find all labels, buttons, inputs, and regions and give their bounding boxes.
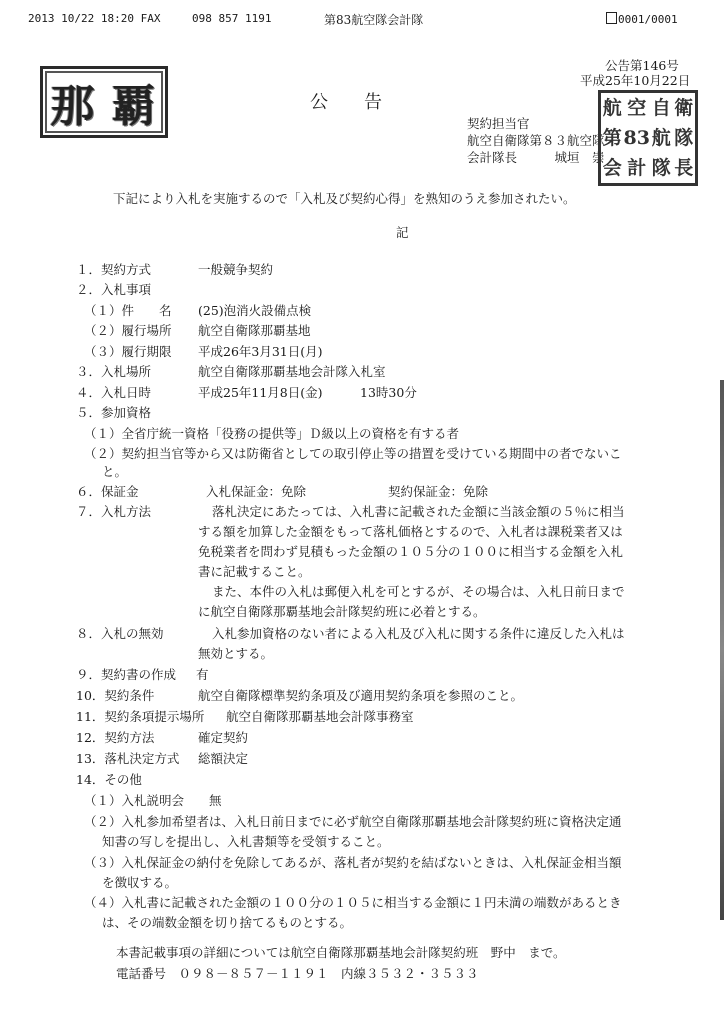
item-label: ５．参加資格 <box>76 405 152 420</box>
qualification-1: （１）全省庁統一資格「役務の提供等」Ｄ級以上の資格を有する者 <box>84 426 460 441</box>
item-value: 平成26年3月31日(月) <box>198 344 323 359</box>
method-label: ７．入札方法 <box>76 504 152 519</box>
item-label: 11．契約条項提示場所 <box>76 709 205 724</box>
intro-text: 下記により入札を実施するので「入札及び契約心得」を熟知のうえ参加されたい。 <box>113 191 576 206</box>
stamp-char: 覇 <box>111 81 158 132</box>
issuer-role: 契約担当官 <box>467 116 530 131</box>
other-4-cont: は、その端数金額を切り捨てるものとする。 <box>102 915 353 930</box>
other-3-cont: を徴収する。 <box>102 875 178 890</box>
item-value: 航空自衛隊那覇基地 <box>198 323 311 338</box>
issuer-name: 会計隊長 城垣 崇 <box>467 150 605 165</box>
contract-deposit: 契約保証金：免除 <box>388 484 489 499</box>
qualification-2: （２）契約担当官等から又は防衛省としての取引停止等の措置を受けている期間中の者でないこ <box>84 446 622 461</box>
deposit-label: ６．保証金 <box>76 484 139 499</box>
method-line: 書に記載すること。 <box>198 564 311 579</box>
other-1: （１）入札説明会 無 <box>84 793 222 808</box>
notice-number: 公告第146号 <box>605 58 679 73</box>
item-label: ２．入札事項 <box>76 282 152 297</box>
contact-line-1: 本書記載事項の詳細については航空自衛隊那覇基地会計隊契約班 野中 まで。 <box>116 945 566 960</box>
contact-phone: 電話番号 ０９８－８５７－１１９１ 内線３５３２・３５３３ <box>116 966 479 981</box>
item-value: 有 <box>196 667 209 682</box>
item-value: 平成25年11月8日(金) 13時30分 <box>198 385 417 400</box>
page-icon <box>606 12 617 24</box>
item-value: 航空自衛隊那覇基地会計隊事務室 <box>226 709 414 724</box>
item-label: 13．落札決定方式 <box>76 751 180 766</box>
item-label: （１）件 名 <box>84 303 172 318</box>
invalid-line-2: 無効とする。 <box>198 646 274 661</box>
item-label: ４．入札日時 <box>76 385 152 400</box>
item-value: 航空自衛隊那覇基地会計隊入札室 <box>198 364 386 379</box>
other-3: （３）入札保証金の納付を免除してあるが、落札者が契約を結ばないときは、入札保証金相当額 <box>84 855 622 870</box>
issuer-org: 航空自衛隊第８３航空隊 <box>467 133 605 148</box>
other-2-cont: 知書の写しを提出し、入札書類等を受領すること。 <box>102 834 390 849</box>
item-label: 10．契約条件 <box>76 688 155 703</box>
item-value: 一般競争契約 <box>198 262 274 277</box>
item-label: （２）履行場所 <box>84 323 172 338</box>
invalid-label: ８．入札の無効 <box>76 626 164 641</box>
method-line: に航空自衛隊那覇基地会計隊契約班に必着とする。 <box>198 604 486 619</box>
other-2: （２）入札参加希望者は、入札日前日までに必ず航空自衛隊那覇基地会計隊契約班に資格決定通 <box>84 814 622 829</box>
item-label: ９．契約書の作成 <box>76 667 177 682</box>
item-label: 12．契約方法 <box>76 730 155 745</box>
notice-date: 平成25年10月22日 <box>580 73 691 88</box>
item-label: ３．入札場所 <box>76 364 152 379</box>
page-title: 公 告 <box>310 92 382 113</box>
qualification-2-cont: と。 <box>102 464 128 479</box>
item-value: (25)泡消火設備点検 <box>198 303 312 318</box>
item-value: 総額決定 <box>198 751 249 766</box>
other-4: （４）入札書に記載された金額の１００分の１０５に相当する金額に１円未満の端数があるとき <box>84 895 622 910</box>
stamp-char: 那 <box>50 81 97 132</box>
invalid-line-1: 入札参加資格のない者による入札及び入札に関する条件に違反した入札は <box>212 626 625 641</box>
method-line: また、本件の入札は郵便入札を可とするが、その場合は、入札日前日まで <box>212 584 625 599</box>
method-line: する額を加算した金額をもって落札価格とするので、入札者は課税業者又は <box>198 524 623 539</box>
ki-heading: 記 <box>396 225 409 240</box>
item-label: 14．その他 <box>76 772 142 787</box>
fax-sender: 第83航空隊会計隊 <box>324 13 424 27</box>
fax-timestamp: 2013 10/22 18:20 FAX <box>28 12 161 25</box>
bid-deposit: 入札保証金：免除 <box>206 484 307 499</box>
item-label: （３）履行期限 <box>84 344 172 359</box>
method-line: 落札決定にあたっては、入札書に記載された金額に当該金額の５％に相当 <box>212 504 625 519</box>
item-value: 確定契約 <box>198 730 249 745</box>
fax-page-indicator: 0001/0001 <box>606 12 678 26</box>
official-seal: 航 空 自 衛 第 83 航 隊 会 計 隊 長 <box>598 90 698 186</box>
fax-number: 098 857 1191 <box>192 12 272 25</box>
scan-edge-shadow <box>720 380 724 920</box>
naha-stamp-logo <box>40 66 168 138</box>
item-value: 航空自衛隊標準契約条項及び適用契約条項を参照のこと。 <box>198 688 524 703</box>
method-line: 免税業者を問わず見積もった金額の１０５分の１００に相当する金額を入札 <box>198 544 624 559</box>
item-label: １．契約方式 <box>76 262 152 277</box>
